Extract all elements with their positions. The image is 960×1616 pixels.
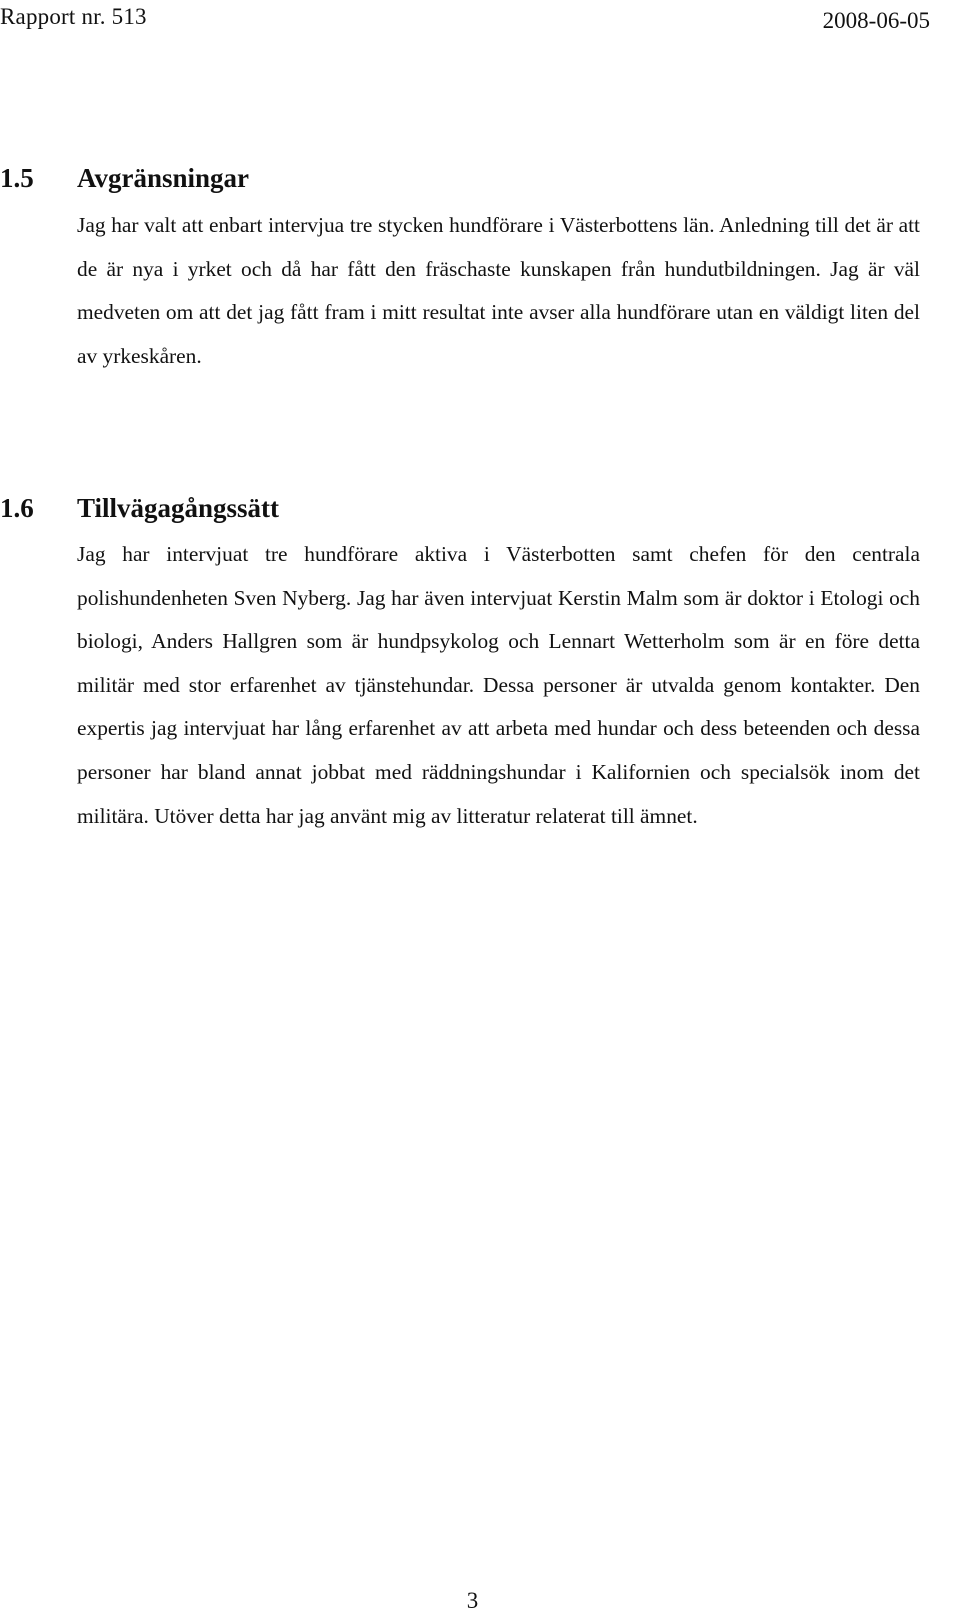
section-paragraph: Jag har intervjuat tre hundförare aktiva i Västerbotten samt chefen för den centrala polishundenheten Sven Nyberg. Jag har även intervjuat Kerstin Malm som är doktor i Etologi och biologi, Anders Hallgren som är hundpsykolog och Lennart Wetterholm som är en före detta militär med stor erfarenhet av tjänstehundar. Dessa personer är utvalda genom kontakter. Den expertis jag intervjuat har lång erfarenhet av att arbeta med hundar och dess beteenden och dessa personer har bland annat jobbat med räddningshundar i Kalifornien och specialsök inom det militära. Utöver detta har jag använt mig av litteratur relaterat till ämnet. <box>77 542 920 828</box>
report-number: Rapport nr. 513 <box>0 4 147 29</box>
section-tillvagagangssatt <box>0 488 960 838</box>
section-number: 1.5 <box>0 163 34 193</box>
section-title: Avgränsningar <box>77 163 250 193</box>
section-avgransningar <box>0 158 960 378</box>
section-number: 1.6 <box>0 493 34 523</box>
page-number: 3 <box>466 1588 479 1613</box>
section-heading <box>0 158 960 198</box>
section-paragraph: Jag har valt att enbart intervjua tre stycken hundförare i Västerbottens län. Anledning till det är att de är nya i yrket och då har fått den fräschaste kunskapen från hundutbildningen. Jag är väl medveten om att det jag fått fram i mitt resultat inte avser alla hundförare utan en väldigt liten del av yrkeskåren. <box>77 213 920 368</box>
report-date: 2008-06-05 <box>822 8 930 33</box>
section-title: Tillvägagångssätt <box>77 493 280 523</box>
section-heading <box>0 488 960 528</box>
